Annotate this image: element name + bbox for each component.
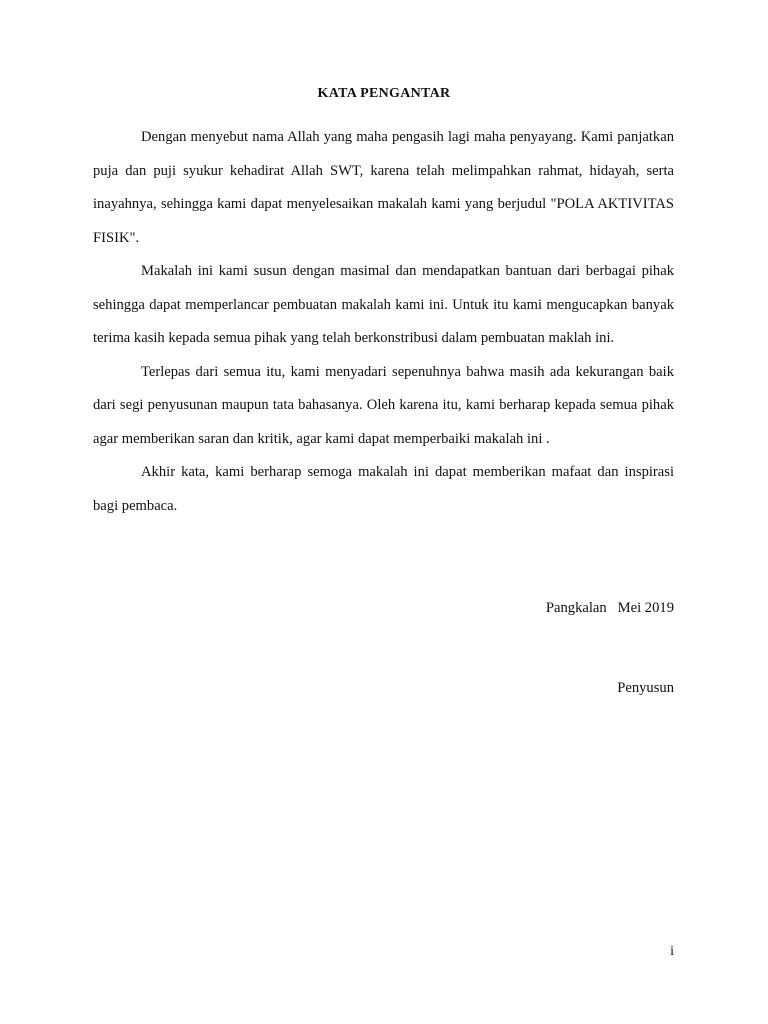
paragraph-4: Akhir kata, kami berharap semoga makalah ini dapat memberikan mafaat dan inspirasi bagi pembaca. xyxy=(93,464,674,514)
paragraph-1: Dengan menyebut nama Allah yang maha pengasih lagi maha penyayang. Kami panjatkan puja dan puji syukur kehadirat Allah SWT, karena telah melimpahkan rahmat, hidayah, serta inayahnya, sehingga kami dapat menyelesaikan makalah kami yang berjudul "POLA AKTIVITAS FISIK". xyxy=(93,129,674,246)
page-number: i xyxy=(670,944,674,959)
place-date: Pangkalan Mei 2019 xyxy=(545,600,674,616)
paragraph-3: Terlepas dari semua itu, kami menyadari sepenuhnya bahwa masih ada kekurangan baik dari segi penyusunan maupun tata bahasanya. Oleh karena itu, kami berharap kepada semua pihak agar memberikan saran dan kritik, agar kami dapat memperbaiki makalah ini . xyxy=(93,363,674,447)
body-text xyxy=(93,121,674,523)
paragraph-2: Makalah ini kami susun dengan masimal dan mendapatkan bantuan dari berbagai pihak sehingga dapat memperlancar pembuatan makalah kami ini. Untuk itu kami mengucapkan banyak terima kasih kepada semua pihak yang telah berkonstribusi dalam pembuatan maklah ini. xyxy=(93,263,674,346)
page-title: KATA PENGANTAR xyxy=(317,86,451,101)
author-signature-label: Penyusun xyxy=(617,680,674,696)
